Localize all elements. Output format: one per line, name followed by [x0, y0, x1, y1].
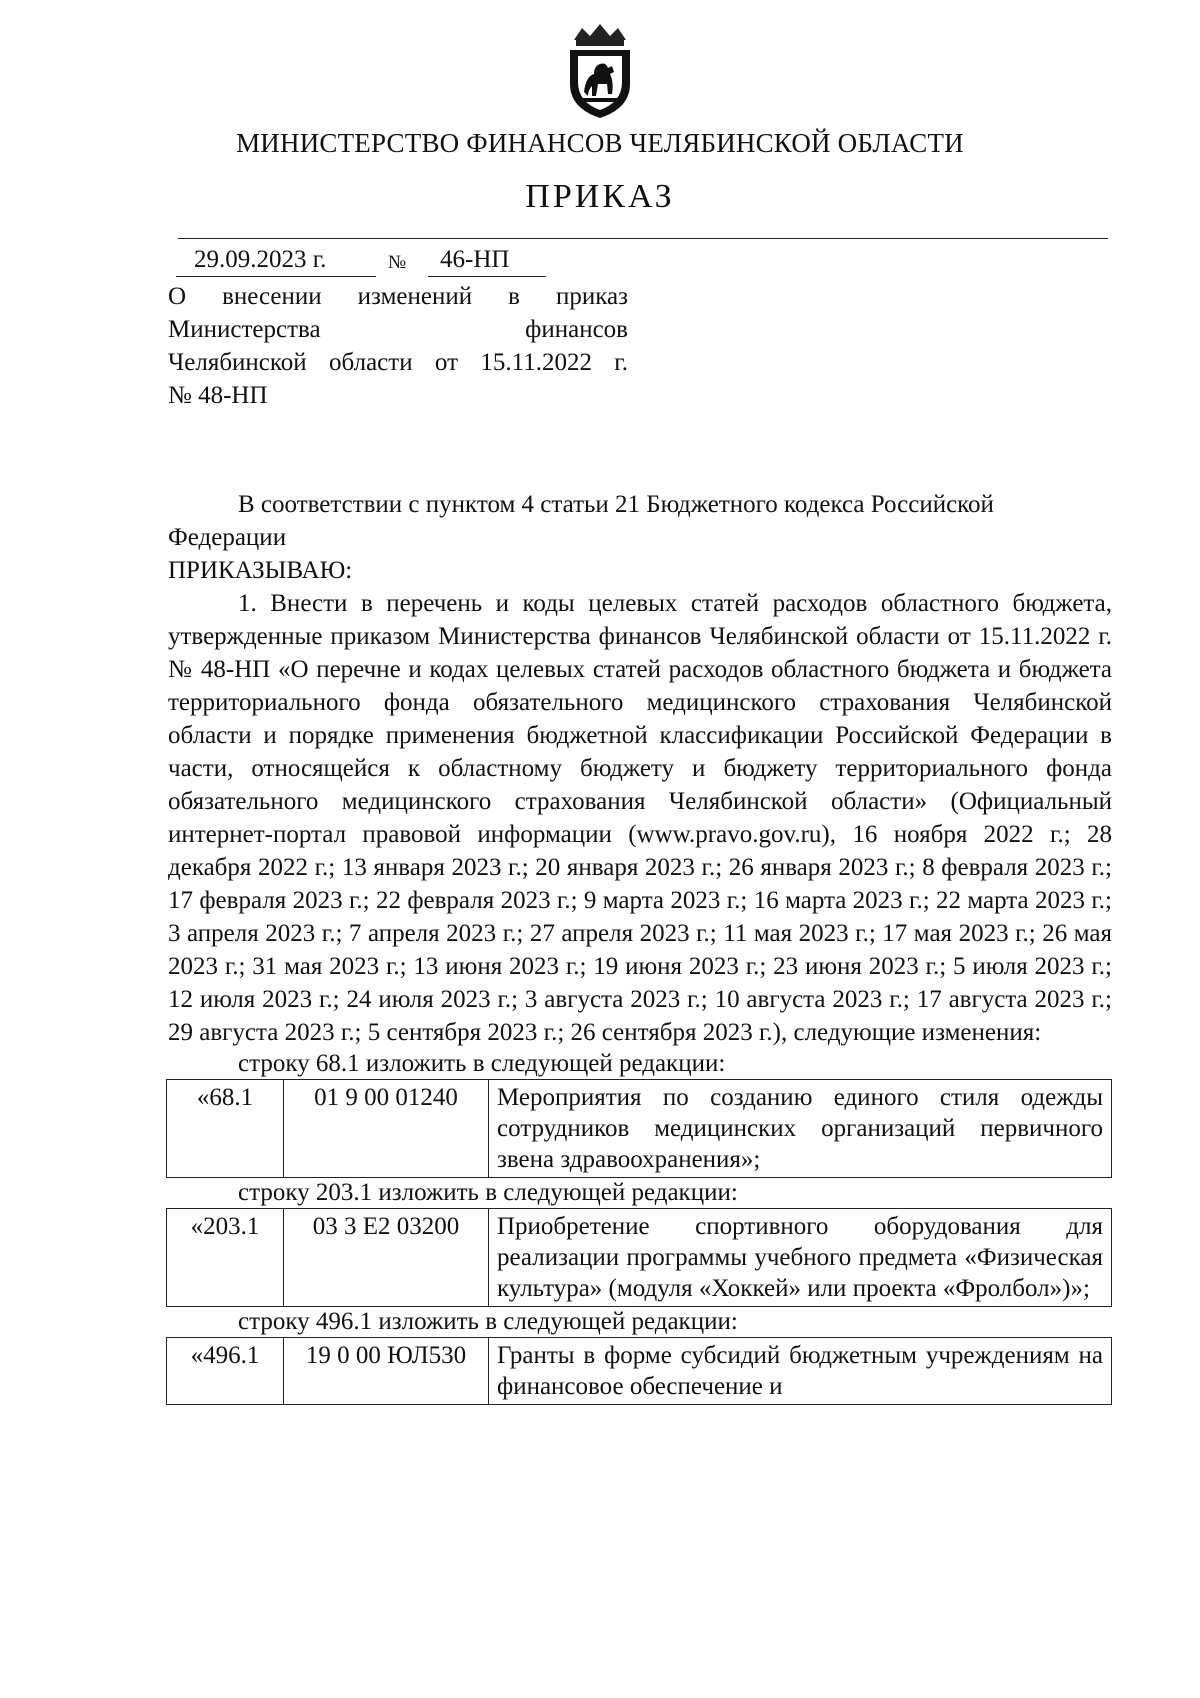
order-number: 46-НП	[428, 246, 546, 277]
amendment-title: строку 496.1 изложить в следующей редакции:	[238, 1308, 738, 1335]
coat-of-arms-emblem	[560, 22, 640, 122]
subject-line: Министерства финансов	[168, 316, 628, 343]
order-body	[168, 488, 1112, 1405]
order-subject	[168, 280, 628, 412]
order-word: ПРИКАЗЫВАЮ:	[168, 557, 353, 584]
target-code-cell: 03 3 Е2 03200	[284, 1209, 489, 1307]
amendment-table	[166, 1079, 1112, 1178]
legal-basis-paragraph: В соответствии с пунктом 4 статьи 21 Бюджетного кодекса Российской Федерации	[168, 491, 994, 551]
item-1-paragraph: 1. Внести в перечень и коды целевых статей расходов областного бюджета, утвержденные приказом Министерства финансов Челябинской области от 15.11.2022 г. № 48-НП «О перечне и кодах целевых статей расходов областного бюджета и бюджета территориального фонда обязательного медицинского страхования Челябинской области и порядке применения бюджетной классификации Российской Федерации в части, относящейся к областному бюджету и бюджету территориального фонда обязательного медицинского страхования Челябинской области» (Официальный интернет-портал правовой информации (www.pravo.gov.ru), 16 ноября 2022 г.; 28 декабря 2022 г.; 13 января 2023 г.; 20 января 2023 г.; 26 января 2023 г.; 8 февраля 2023 г.; 17 февраля 2023 г.; 22 февраля 2023 г.; 9 марта 2023 г.; 16 марта 2023 г.; 22 марта 2023 г.; 3 апреля 2023 г.; 7 апреля 2023 г.; 27 апреля 2023 г.; 11 мая 2023 г.; 17 мая 2023 г.; 26 мая 2023 г.; 31 мая 2023 г.; 13 июня 2023 г.; 19 июня 2023 г.; 23 июня 2023 г.; 5 июля 2023 г.; 12 июля 2023 г.; 24 июля 2023 г.; 3 августа 2023 г.; 10 августа 2023 г.; 17 августа 2023 г.; 29 августа 2023 г.; 5 сентября 2023 г.; 26 сентября 2023 г.), следующие изменения:	[168, 590, 1112, 1046]
row-number-cell: «68.1	[167, 1080, 284, 1178]
number-sign: №	[388, 252, 407, 273]
ministry-name: МИНИСТЕРСТВО ФИНАНСОВ ЧЕЛЯБИНСКОЙ ОБЛАСТИ	[236, 128, 964, 158]
table-row	[167, 1209, 1112, 1307]
subject-line: Челябинской области от 15.11.2022 г.	[168, 349, 628, 376]
description-cell: Приобретение спортивного оборудования для реализации программы учебного предмета «Физическая культура» (модуля «Хоккей» или проекта «Фролбол»)»;	[489, 1209, 1112, 1307]
amendment-table	[166, 1208, 1112, 1307]
row-number-cell: «496.1	[167, 1338, 284, 1405]
header-divider	[178, 238, 1108, 239]
document-type-title: ПРИКАЗ	[525, 178, 675, 215]
amendment-table	[166, 1337, 1112, 1405]
target-code-cell: 19 0 00 ЮЛ530	[284, 1338, 489, 1405]
row-number-cell: «203.1	[167, 1209, 284, 1307]
target-code-cell: 01 9 00 01240	[284, 1080, 489, 1178]
description-cell: Гранты в форме субсидий бюджетным учреждениям на финансовое обеспечение и	[489, 1338, 1112, 1405]
table-row	[167, 1080, 1112, 1178]
amendment-title: строку 203.1 изложить в следующей редакции:	[238, 1179, 738, 1206]
table-row	[167, 1338, 1112, 1405]
subject-line: О внесении изменений в приказ	[168, 283, 628, 310]
amendment-title: строку 68.1 изложить в следующей редакции:	[238, 1050, 726, 1077]
order-date: 29.09.2023 г.	[176, 246, 376, 277]
subject-line: № 48-НП	[168, 382, 268, 409]
description-cell: Мероприятия по созданию единого стиля одежды сотрудников медицинских организаций первичного звена здравоохранения»;	[489, 1080, 1112, 1178]
